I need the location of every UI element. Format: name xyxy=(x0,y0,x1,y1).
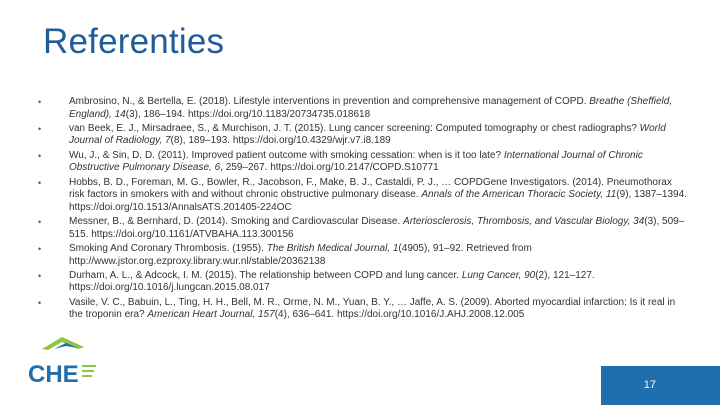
reference-list xyxy=(38,96,688,324)
che-logo xyxy=(26,327,146,387)
bullet-icon: • xyxy=(38,217,42,228)
bullet-icon: • xyxy=(38,270,42,281)
reference-item: • Wu, J., & Sin, D. D. (2011). Improved patient outcome with smoking cessation: when is it too late? International Journal of Chronic Obstructive Pulmonary Disease, 6, 259–267. https://doi.org/10.2147/COPD.S10771 xyxy=(38,149,643,174)
bullet-icon: • xyxy=(38,150,42,161)
bullet-icon: • xyxy=(38,243,42,254)
page-number-badge xyxy=(601,366,720,405)
reference-item: • Ambrosino, N., & Bertella, E. (2018). Lifestyle interventions in prevention and comprehensive management of COPD. Breathe (Sheffield, England), 14(3), 186–194. https://doi.org/10.1183/20734735.018618 xyxy=(38,96,673,120)
reference-item: • Vasile, V. C., Babuin, L., Ting, H. H., Bell, M. R., Orme, N. M., Yuan, B. Y., … Jaffe, A. S. (2009). Aborted myocardial infarction: Is it real in the troponin era? American Heart Journal, 157(4), 636–641. https://doi.org/10.1016/J.AHJ.2008.12.005 xyxy=(38,296,676,321)
bullet-icon: • xyxy=(38,297,42,308)
bullet-icon: • xyxy=(38,123,42,134)
reference-item: • Messner, B., & Bernhard, D. (2014). Smoking and Cardiovascular Disease. Arteriosclerosis, Thrombosis, and Vascular Biology, 34(3), 509–515. https://doi.org/10.1161/ATVBAHA.113.300156 xyxy=(38,216,685,240)
bullet-icon: • xyxy=(38,177,42,188)
bullet-icon: • xyxy=(38,97,42,107)
slide-title: Referenties xyxy=(43,22,225,61)
reference-item: • Hobbs, B. D., Foreman, M. G., Bowler, R., Jacobson, F., Make, B. J., Castaldi, P. J., … COPDGene Investigators. (2014). Pneumothorax risk factors in smokers with and without chronic obstructive pulmonary disease. Annals of the American Thoracic Society, 11(9), 1387–1394. https://doi.org/10.1513/AnnalsATS.201405-224OC xyxy=(38,176,687,213)
reference-item: • Durham, A. L., & Adcock, I. M. (2015). The relationship between COPD and lung cancer. Lung Cancer, 90(2), 121–127. https://doi.org/10.1016/j.lungcan.2015.08.017 xyxy=(38,269,595,294)
page-number: 17 xyxy=(643,379,656,391)
reference-item: • Smoking And Coronary Thrombosis. (1955). The British Medical Journal, 1(4905), 91–92. Retrieved from http://www.jstor.org.ezproxy.library.wur.nl/stable/20362138 xyxy=(38,242,532,267)
reference-item: • van Beek, E. J., Mirsadraee, S., & Murchison, J. T. (2015). Lung cancer screening: Computed tomography or chest radiographs? World Journal of Radiology, 7(8), 189–193. https://doi.org/10.4329/wjr.v7.i8.189 xyxy=(38,122,666,147)
logo-text: CHE xyxy=(28,361,79,387)
